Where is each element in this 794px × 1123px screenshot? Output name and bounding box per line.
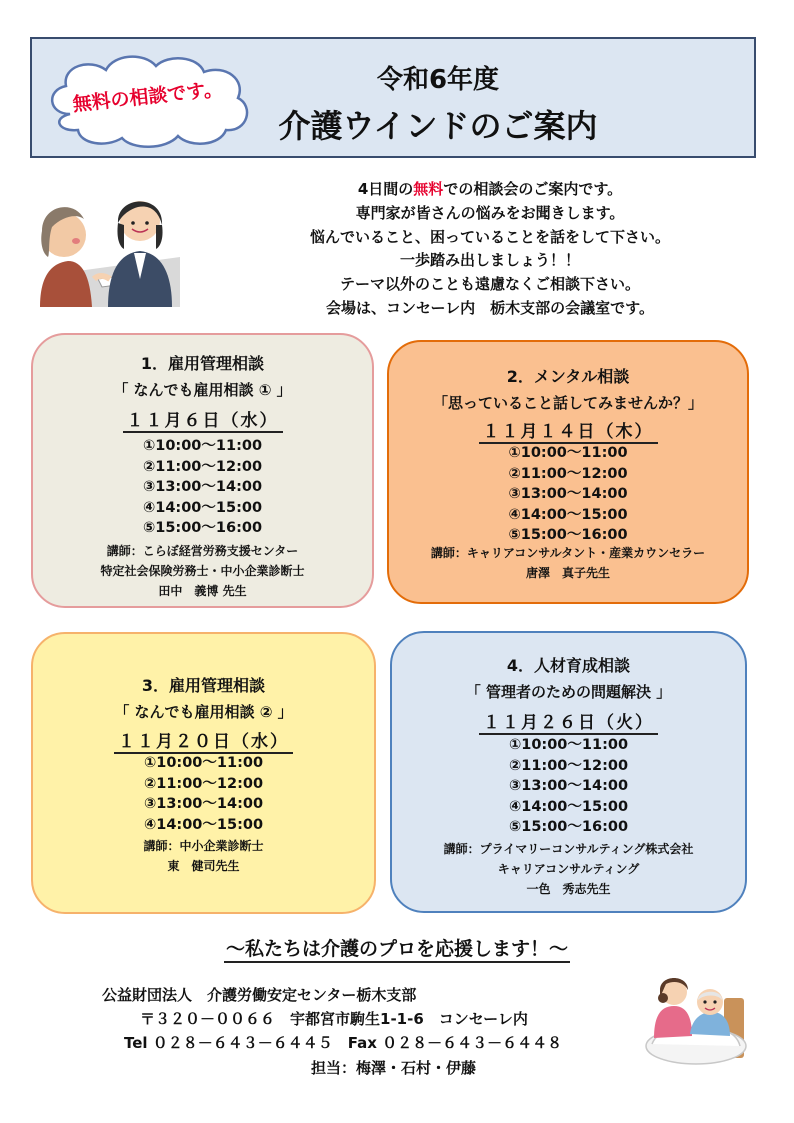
time-slot: ①10:00～11:00 (143, 755, 264, 771)
card-title: 1．雇用管理相談 (140, 354, 265, 373)
lecturer-line: 唐澤 真子先生 (525, 566, 610, 580)
card-date (389, 417, 747, 442)
card-subtitle: 「 なんでも雇用相談 ② 」 (114, 703, 293, 721)
intro-text (190, 178, 790, 321)
consultation-illustration-icon (38, 183, 180, 307)
intro-free-word: 無料 (413, 180, 444, 198)
card-subtitle: 「 なんでも雇用相談 ① 」 (113, 381, 292, 399)
lecturer-line: 東 健司先生 (167, 859, 240, 873)
card-lecturer (389, 543, 747, 583)
card-title: 2．メンタル相談 (506, 367, 630, 386)
organization-name: 公益財団法人 介護労働安定センター栃木支部 (102, 986, 417, 1004)
card-time-slots (389, 443, 747, 546)
slogan-text: ～私たちは介護のプロを応援します！～ (224, 938, 570, 963)
intro-line-1-post: での相談会のご案内です。 (443, 180, 623, 198)
staff-in-charge: 担当：梅澤・石村・伊藤 (311, 1059, 477, 1077)
intro-line-2: 専門家が皆さんの悩みをお聞きします。 (355, 203, 625, 222)
card-subtitle: 「思っていること話してみませんか？」 (432, 394, 703, 412)
lecturer-line: 特定社会保険労務士・中小企業診断士 (100, 564, 305, 578)
time-slot: ②11:00～12:00 (508, 465, 628, 482)
time-slot: ⑤15:00～16:00 (508, 819, 629, 835)
card-subtitle: 「 管理者のための問題解決 」 (465, 683, 672, 701)
time-slot: ⑤15:00～16:00 (142, 520, 263, 536)
time-slot: ⑤15:00～16:00 (508, 527, 628, 543)
card-title: 3．雇用管理相談 (141, 676, 266, 695)
time-slot: ①10:00～11:00 (508, 737, 629, 753)
intro-line-6: 会場は、コンセーレ内 栃木支部の会議室です。 (326, 298, 654, 317)
lecturer-line: 講師：こらぼ経営労務支援センター (106, 544, 299, 558)
time-slot: ④14:00～15:00 (508, 506, 628, 523)
phone-fax: Tel ０２８－６４３－６４４５ Fax ０２８－６４３－６４４８ (124, 1034, 563, 1052)
card-date-text: １１月２６日（火） (479, 713, 658, 735)
lecturer-line: 講師：中小企業診断士 (143, 839, 264, 853)
card-time-slots (392, 735, 745, 838)
card-date (33, 406, 372, 431)
time-slot: ③13:00～14:00 (142, 479, 263, 495)
time-slot: ④14:00～15:00 (508, 798, 629, 815)
time-slot: ④14:00～15:00 (143, 816, 264, 833)
free-badge-text: 無料の相談です。 (71, 78, 224, 116)
address: 〒３２０－００６６ 宇都宮市駒生1-1-6 コンセーレ内 (140, 1010, 528, 1028)
card-title: 4．人材育成相談 (506, 656, 631, 675)
slogan (0, 934, 794, 961)
lecturer-line: キャリアコンサルティング (497, 862, 640, 876)
intro-line-3: 悩んでいること、困っていることを話をして下さい。 (309, 227, 670, 246)
intro-line-5: テーマ以外のことも遠慮なくご相談下さい。 (339, 275, 640, 294)
time-slot: ①10:00～11:00 (508, 445, 628, 461)
lecturer-line: 講師：キャリアコンサルタント・産業カウンセラー (430, 546, 706, 560)
card-date-text: １１月１４日（木） (479, 422, 658, 444)
intro-line-1 (190, 178, 790, 202)
time-slot: ①10:00～11:00 (142, 438, 263, 454)
card-lecturer (33, 836, 374, 876)
card-date (33, 727, 374, 752)
consultation-card-2 (387, 340, 749, 604)
card-date-text: １１月６日（水） (123, 411, 283, 433)
card-lecturer (33, 541, 372, 601)
time-slot: ③13:00～14:00 (508, 486, 628, 502)
consultation-card-4 (390, 631, 747, 913)
time-slot: ④14:00～15:00 (142, 499, 263, 516)
time-slot: ②11:00～12:00 (143, 775, 264, 792)
time-slot: ②11:00～12:00 (508, 757, 629, 774)
card-time-slots (33, 436, 372, 539)
card-date-text: １１月２０日（水） (114, 732, 293, 754)
lecturer-line: 一色 秀志先生 (526, 882, 611, 896)
fiscal-year: 令和6年度 (376, 65, 500, 95)
card-date (392, 708, 745, 733)
consultation-card-3 (31, 632, 376, 914)
intro-line-4: 一歩踏み出しましょう！！ (399, 251, 580, 270)
lecturer-line: 講師：プライマリーコンサルティング株式会社 (443, 842, 694, 856)
lecturer-line: 田中 義博 先生 (158, 584, 247, 598)
consultation-card-1 (31, 333, 374, 608)
time-slot: ③13:00～14:00 (143, 796, 264, 812)
time-slot: ②11:00～12:00 (142, 458, 263, 475)
time-slot: ③13:00～14:00 (508, 778, 629, 794)
card-time-slots (33, 753, 374, 835)
intro-line-1-pre: 4日間の (357, 180, 414, 198)
caregiver-illustration-icon (644, 968, 750, 1066)
page-title: 介護ウインドのご案内 (278, 107, 598, 145)
card-lecturer (392, 839, 745, 899)
